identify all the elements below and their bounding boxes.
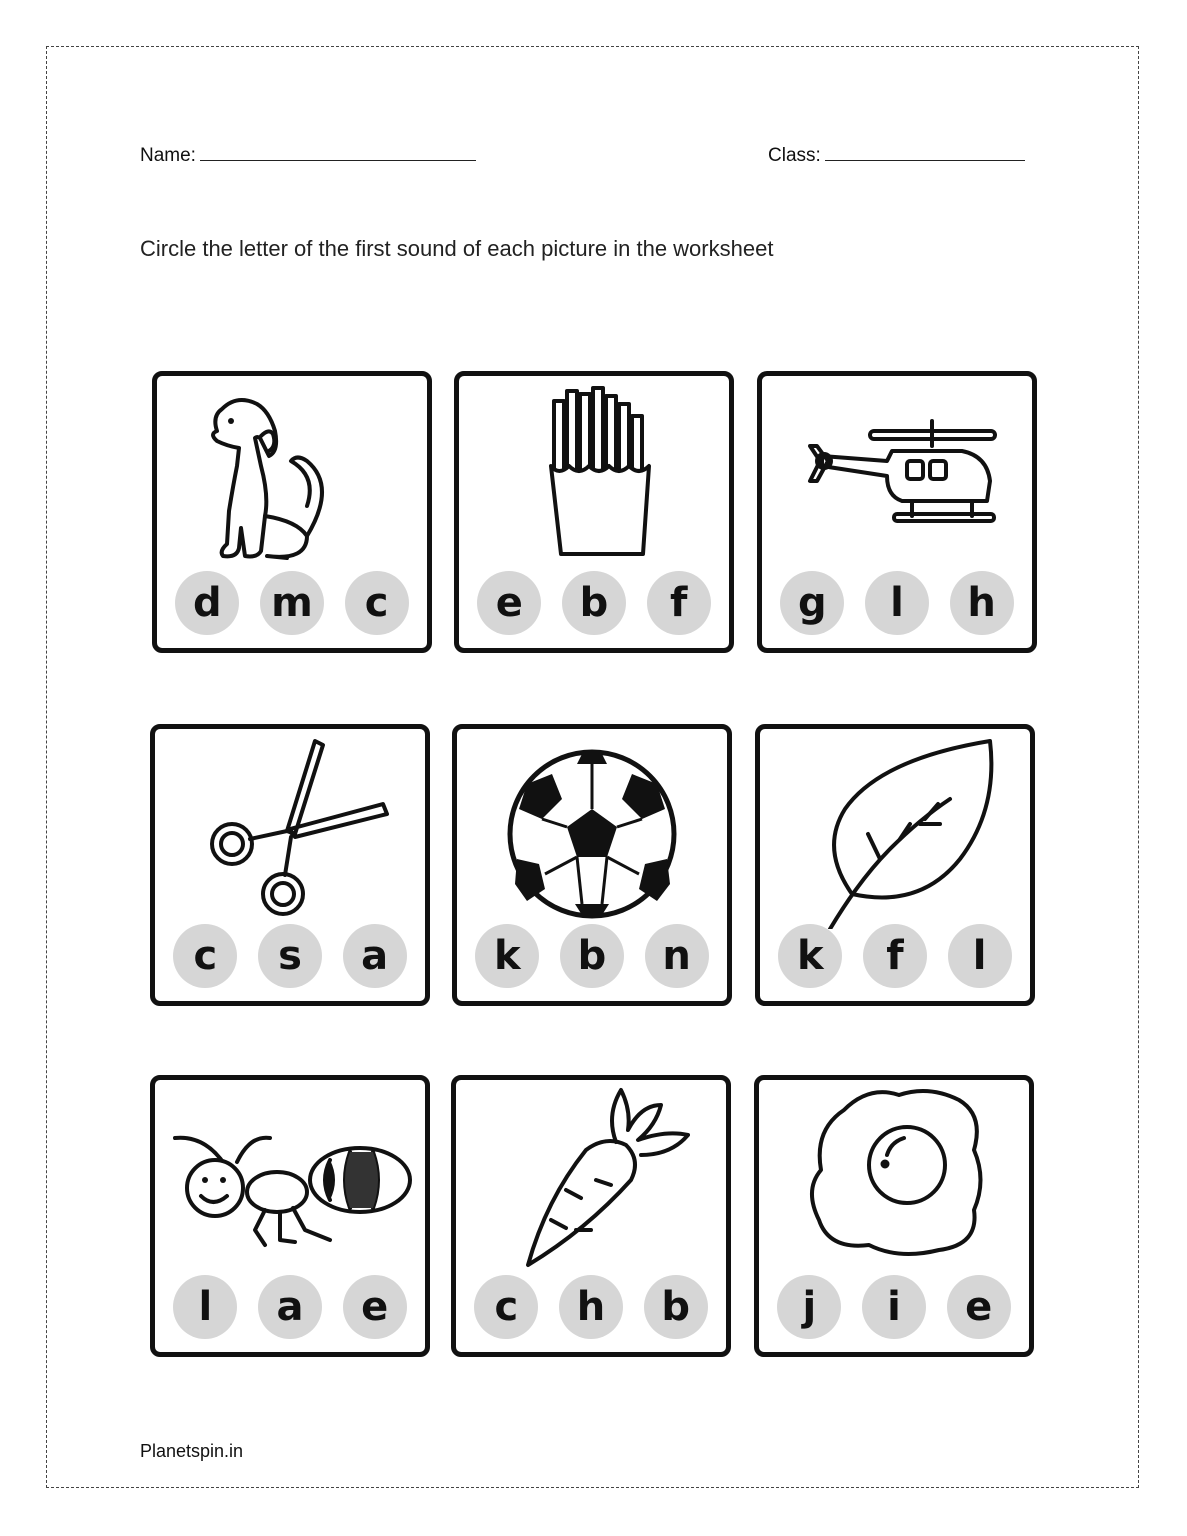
letter-choice[interactable]: h <box>950 571 1014 635</box>
letter-choice[interactable]: s <box>258 924 322 988</box>
letter-choices <box>155 1274 425 1340</box>
letter-choice[interactable]: n <box>645 924 709 988</box>
instruction-text: Circle the letter of the first sound of each picture in the worksheet <box>140 236 774 261</box>
letter-choices <box>155 923 425 989</box>
footer-credit: Planetspin.in <box>140 1441 244 1461</box>
card-egg <box>754 1075 1034 1357</box>
letter-choice[interactable]: e <box>477 571 541 635</box>
letter-choice[interactable]: c <box>474 1275 538 1339</box>
class-blank-line[interactable] <box>825 142 1025 161</box>
letter-choice[interactable]: m <box>260 571 324 635</box>
card-ant <box>150 1075 430 1357</box>
letter-choices <box>157 570 427 636</box>
letter-choice[interactable]: a <box>343 924 407 988</box>
ball-icon <box>457 729 727 929</box>
fries-icon <box>459 376 729 576</box>
letter-choice[interactable]: a <box>258 1275 322 1339</box>
letter-choice[interactable]: k <box>778 924 842 988</box>
letter-choices <box>760 923 1030 989</box>
letter-choices <box>759 1274 1029 1340</box>
letter-choice[interactable]: f <box>863 924 927 988</box>
letter-choice[interactable]: e <box>947 1275 1011 1339</box>
card-ball <box>452 724 732 1006</box>
name-blank-line[interactable] <box>200 142 476 161</box>
card-leaf <box>755 724 1035 1006</box>
card-fries <box>454 371 734 653</box>
letter-choice[interactable]: b <box>560 924 624 988</box>
egg-icon <box>759 1080 1029 1280</box>
letter-choice[interactable]: k <box>475 924 539 988</box>
card-scissors <box>150 724 430 1006</box>
card-dog <box>152 371 432 653</box>
name-field[interactable] <box>140 142 476 167</box>
letter-choice[interactable]: c <box>173 924 237 988</box>
letter-choice[interactable]: c <box>345 571 409 635</box>
class-field[interactable] <box>768 142 1025 167</box>
letter-choices <box>456 1274 726 1340</box>
letter-choice[interactable]: b <box>644 1275 708 1339</box>
letter-choices <box>762 570 1032 636</box>
letter-choice[interactable]: j <box>777 1275 841 1339</box>
letter-choice[interactable]: e <box>343 1275 407 1339</box>
name-label: Name: <box>140 145 196 166</box>
scissors-icon <box>155 729 425 929</box>
class-label: Class: <box>768 145 821 166</box>
letter-choice[interactable]: l <box>865 571 929 635</box>
leaf-icon <box>760 729 1030 929</box>
dog-icon <box>157 376 427 576</box>
letter-choice[interactable]: l <box>948 924 1012 988</box>
letter-choices <box>457 923 727 989</box>
letter-choices <box>459 570 729 636</box>
letter-choice[interactable]: b <box>562 571 626 635</box>
carrot-icon <box>456 1080 726 1280</box>
helicopter-icon <box>762 376 1032 576</box>
letter-choice[interactable]: d <box>175 571 239 635</box>
letter-choice[interactable]: g <box>780 571 844 635</box>
card-carrot <box>451 1075 731 1357</box>
ant-icon <box>155 1080 425 1280</box>
letter-choice[interactable]: h <box>559 1275 623 1339</box>
letter-choice[interactable]: l <box>173 1275 237 1339</box>
letter-choice[interactable]: f <box>647 571 711 635</box>
letter-choice[interactable]: i <box>862 1275 926 1339</box>
card-helicopter <box>757 371 1037 653</box>
